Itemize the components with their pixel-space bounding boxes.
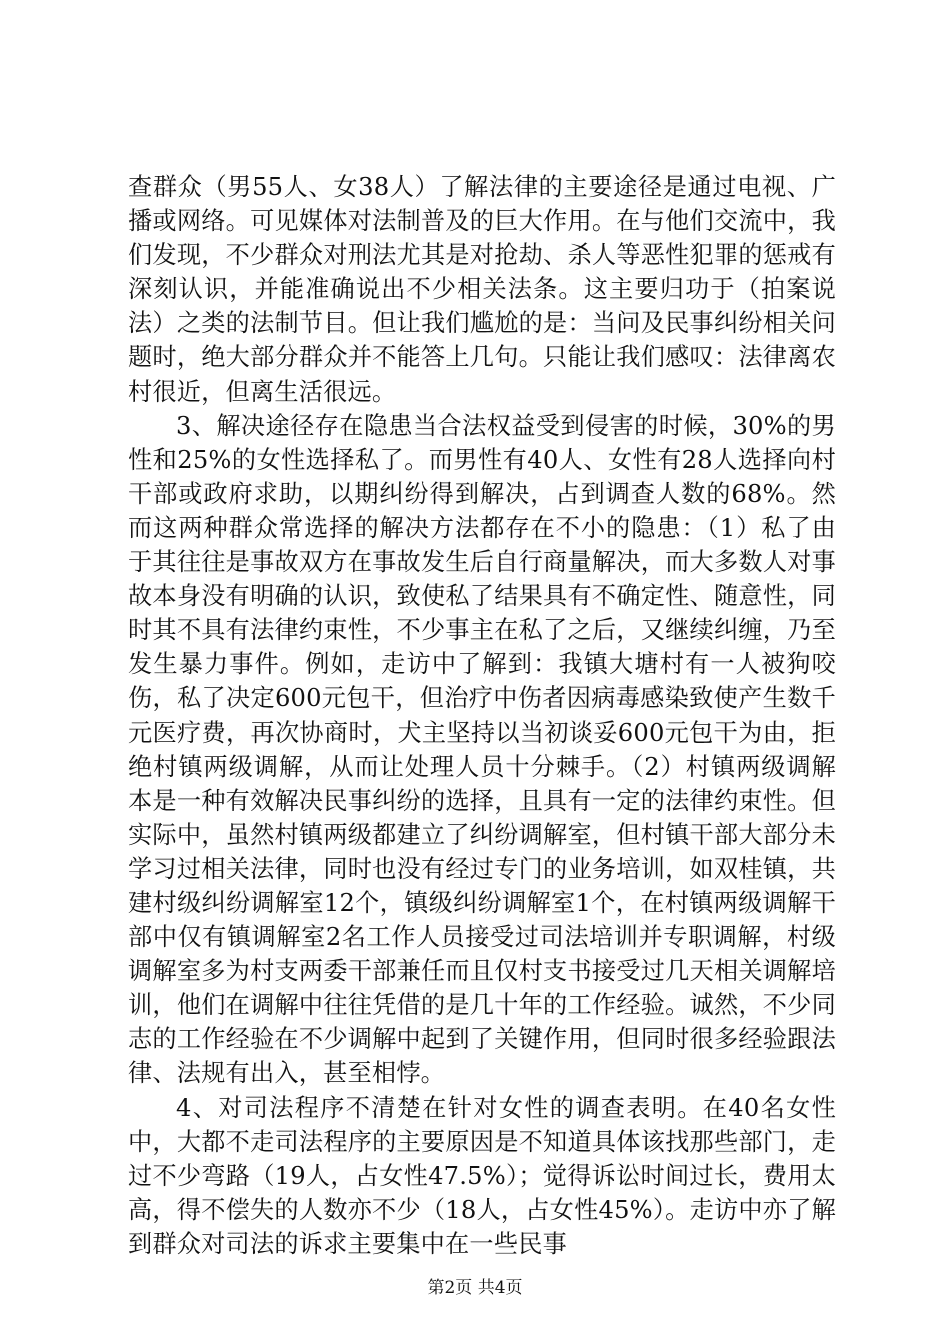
paragraph-section-3: 3、解决途径存在隐患当合法权益受到侵害的时候，30%的男性和25%的女性选择私了。而男性有40人、女性有28人选择向村干部或政府求助，以期纠纷得到解决，占到调查人数的68%。然而这两种群众常选择的解决方法都存在不小的隐患：（1）私了由于其往往是事故双方在事故发生后自行商量解决，而大多数人对事故本身没有明确的认识，致使私了结果具有不确定性、随意性，同时其不具有法律约束性，不少事主在私了之后，又继续纠缠，乃至发生暴力事件。例如，走访中了解到：我镇大塘村有一人被狗咬伤，私了决定600元包干，但治疗中伤者因病毒感染致使产生数千元医疗费，再次协商时，犬主坚持以当初谈妥600元包干为由，拒绝村镇两级调解，从而让处理人员十分棘手。（2）村镇两级调解本是一种有效解决民事纠纷的选择，且具有一定的法律约束性。但实际中，虽然村镇两级都建立了纠纷调解室，但村镇干部大部分未学习过相关法律，同时也没有经过专门的业务培训，如双桂镇，共建村级纠纷调解室12个，镇级纠纷调解室1个，在村镇两级调解干部中仅有镇调解室2名工作人员接受过司法培训并专职调解，村级调解室多为村支两委干部兼任而且仅村支书接受过几天相关调解培训，他们在调解中往往凭借的是几十年的工作经验。诚然，不少同志的工作经验在不少调解中起到了关键作用，但同时很多经验跟法律、法规有出入，甚至相悖。 [128, 411, 836, 1088]
paragraph-continuation: 查群众（男55人、女38人）了解法律的主要途径是通过电视、广播或网络。可见媒体对法制普及的巨大作用。在与他们交流中，我们发现，不少群众对刑法尤其是对抢劫、杀人等恶性犯罪的惩戒有深刻认识，并能准确说出不少相关法条。这主要归功于（拍案说法）之类的法制节目。但让我们尴尬的是：当问及民事纠纷相关问题时，绝大部分群众并不能答上几句。只能让我们感叹：法律离农村很近，但离生活很远。 [128, 173, 836, 406]
paragraph-section-4: 4、对司法程序不清楚在针对女性的调查表明。在40名女性中，大都不走司法程序的主要原因是不知道具体该找那些部门，走过不少弯路（19人，占女性47.5%）；觉得诉讼时间过长，费用太高，得不偿失的人数亦不少（18人，占女性45%）。走访中亦了解到群众对司法的诉求主要集中在一些民事 [128, 1093, 836, 1258]
document-body [128, 170, 836, 1261]
page-footer [0, 1278, 950, 1298]
page-number: 第2页 共4页 [427, 1278, 523, 1298]
